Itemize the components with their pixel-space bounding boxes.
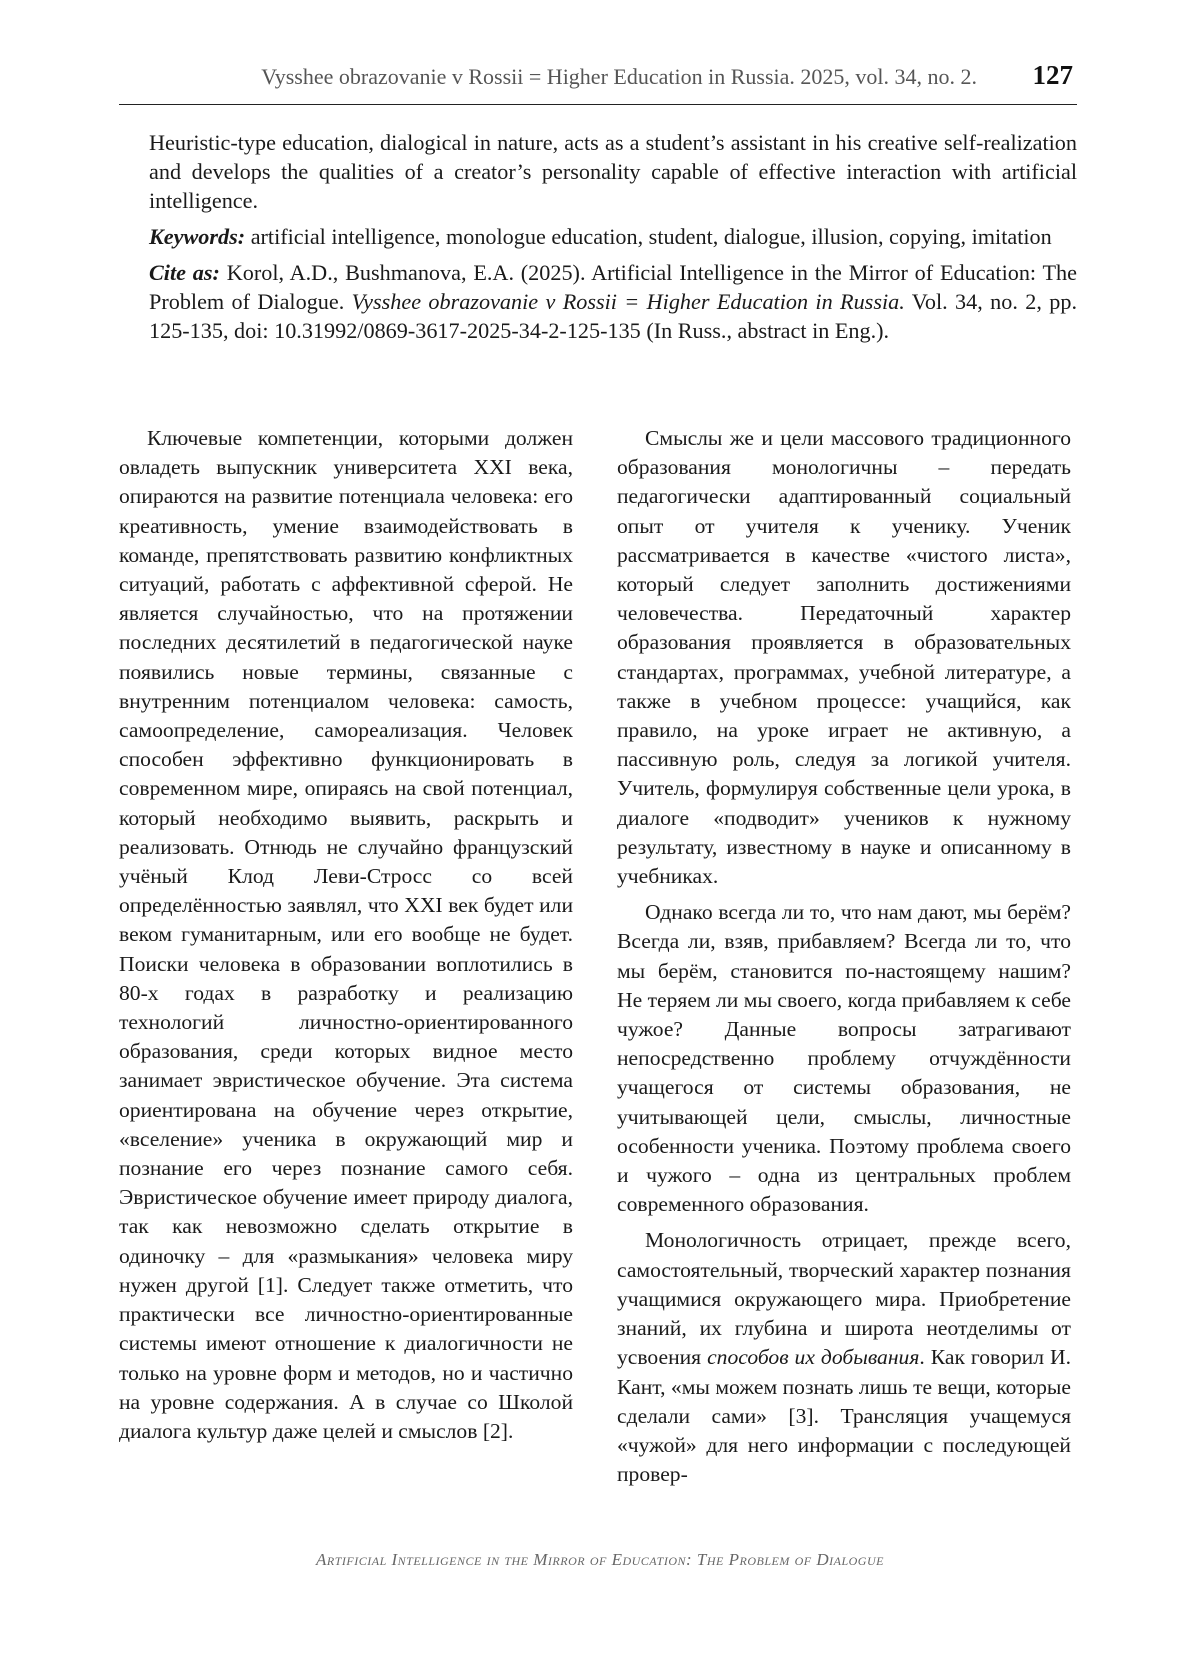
abstract-closing: Heuristic-type education, dialogical in nature, acts as a student’s assistant in his creative self-realization and develops the qualities of a creator’s personality capable of effective interaction with artificial intelligence.: [149, 130, 1077, 213]
cite-text-2: Vol. 34, no. 2, pp. 125-135, doi: 10.31992/0869-3617-2025-34-2-125-135 (In Russ., abstract in Eng.).: [149, 289, 1077, 343]
cite-text-1: Korol, A.D., Bushmanova, E.A. (2025). Artificial Intelligence in the Mirror of Education: The Problem of Dialogue.: [149, 260, 1077, 314]
body-paragraph: Однако всегда ли то, что нам дают, мы берём? Всегда ли, взяв, прибавляем? Всегда ли то, что мы берём, становится по-настоящему нашим? Не теряем ли мы своего, когда прибавляем к себе чужое? Данные вопросы затрагивают непосредственно проблему отчуждённости учащегося от системы образования, не учитывающей цели, смыслы, личностные особенности ученика. Поэтому проблема своего и чужого – одна из центральных проблем современного образования.: [617, 900, 1071, 1217]
citation: [149, 258, 1077, 345]
journal-title: Vysshee obrazovanie v Rossii = Higher Education in Russia. 2025, vol. 34, no. 2.: [261, 64, 977, 89]
running-footer: Artificial Intelligence in the Mirror of Education: The Problem of Dialogue: [316, 1550, 884, 1569]
body-emphasis: способов их добывания: [707, 1345, 920, 1370]
abstract-block: [149, 128, 1077, 345]
cite-journal: Vysshee obrazovanie v Rossii = Higher Education in Russia.: [351, 289, 905, 314]
page-header: [119, 58, 1077, 105]
body-paragraph: Смыслы же и цели массового традиционного образования монологичны – передать педагогически адаптированный социальный опыт от учителя к ученику. Ученик рассматривается в качестве «чистого листа», который следует заполнить достижениями человечества. Передаточный характер образования проявляется в образовательных стандартах, программах, учебной литературе, а также в учебном процессе: учащийся, как правило, на уроке играет не активную, а пассивную роль, следуя за логикой учителя. Учитель, формулируя собственные цели урока, в диалоге «подводит» учеников к нужному результату, известному в науке и описанному в учебниках.: [617, 426, 1071, 889]
keywords-label: Keywords:: [149, 224, 246, 249]
body-column-left: [119, 424, 573, 1446]
body-paragraph: Ключевые компетенции, которыми должен овладеть выпускник университета XXI века, опираются на развитие потенциала человека: его креативность, умение взаимодействовать в команде, препятствовать развитию конфликтных ситуаций, работать с аффективной сферой. Не является случайностью, что на протяжении последних десятилетий в педагогической науке появились новые термины, связанные с внутренним потенциалом человека: самость, самоопределение, самореализация. Человек способен эффективно функционировать в современном мире, опираясь на свой потенциал, который необходимо выявить, раскрыть и реализовать. Отнюдь не случайно французский учёный Клод Леви-Стросс со всей определённостью заявлял, что XXI век будет или веком гуманитарным, или его вообще не будет. Поиски человека в образовании воплотились в 80-х годах в разработку и реализацию технологий личностно-ориентированного образования, среди которых видное место занимает эвристическое обучение. Эта система ориентирована на обучение через открытие, «вселение» ученика в окружающий мир и познание его через познание самого себя. Эвристическое обучение имеет природу диалога, так как невозможно сделать открытие в одиночку – для «размыкания» человека миру нужен другой [1]. Следует также отметить, что практически все личностно-ориентированные системы имеют отношение к диалогичности не только на уровне форм и методов, но и частично на уровне содержания. А в случае со Школой диалога культур даже целей и смыслов [2].: [119, 426, 573, 1443]
cite-label: Cite as:: [149, 260, 220, 285]
keywords: [149, 222, 1077, 251]
body-paragraph: [617, 1226, 1071, 1489]
page-number: 127: [1032, 60, 1073, 90]
keywords-text: artificial intelligence, monologue education, student, dialogue, illusion, copying, imitation: [245, 224, 1052, 249]
body-column-right: [617, 424, 1071, 1489]
body-text: Монологичность отрицает, прежде всего, самостоятельный, творческий характер познания учащимися окружающего мира. Приобретение знаний, их глубина и широта неотделимы от усвоения: [617, 1228, 1071, 1370]
body-text: . Как говорил И. Кант, «мы можем познать лишь те вещи, которые сделали сами» [3]. Трансляция учащемуся «чужой» для него информации с последующей провер-: [617, 1345, 1071, 1487]
